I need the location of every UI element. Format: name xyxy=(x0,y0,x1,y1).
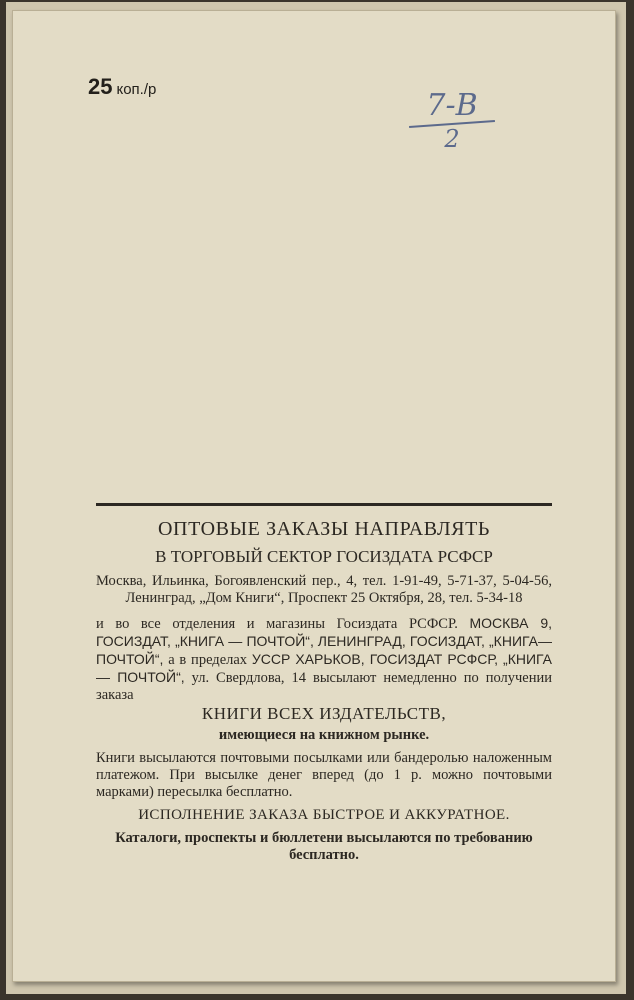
send-line: высылают немедленно по получении заказа xyxy=(96,670,553,703)
ad-distribution xyxy=(96,615,552,704)
ad-books-line: КНИГИ ВСЕХ ИЗДАТЕЛЬСТВ, xyxy=(201,703,447,723)
ad-catalog-line: Каталоги, проспекты и бюллетени высылаются по требованию бесплатно. xyxy=(115,830,533,864)
price-unit: коп./р xyxy=(116,81,157,98)
ad-heading: ОПТОВЫЕ ЗАКАЗЫ НАПРАВЛЯТЬ xyxy=(157,518,490,540)
handwritten-shelf-mark xyxy=(392,88,512,153)
horizontal-divider xyxy=(96,503,552,506)
handwritten-mark-bottom: 2 xyxy=(444,125,460,153)
price-stamp xyxy=(88,74,156,100)
distribution-leningrad: ЛЕНИНГРАД, ГОСИЗДАТ, „КНИГА—ПОЧТОЙ“, xyxy=(96,633,552,668)
distribution-moscow: МОСКВА 9, ГОСИЗДАТ, „КНИГА — ПОЧТОЙ“, xyxy=(96,615,553,650)
ad-address: Москва, Ильинка, Богоявленский пер., 4, тел. 1-91-49, 5-71-37, 5-04-56, Ленинград, „Дом Книги“, Проспект 25 Октября, 28, тел. 5-34-18 xyxy=(96,573,552,607)
ad-market-line: имеющиеся на книжном рынке. xyxy=(218,726,430,743)
distribution-street: ул. Свердлова, 14 xyxy=(191,670,306,687)
price-amount: 25 xyxy=(88,74,113,99)
distribution-ussr-pre: а в пределах xyxy=(168,652,248,669)
distribution-intro: и во все отделения и магазины Госиздата РСФСР. xyxy=(96,616,458,633)
book-back-cover xyxy=(12,10,616,982)
publisher-advertisement xyxy=(96,518,552,864)
ad-subheading: В ТОРГОВЫЙ СЕКТОР ГОСИЗДАТА РСФСР xyxy=(155,547,493,567)
distribution-ussr: УССР ХАРЬКОВ, ГОСИЗДАТ РСФСР, „КНИГА — ПОЧТОЙ“, xyxy=(96,651,553,686)
ad-shipping-note: Книги высылаются почтовыми посылками или бандеролью наложенным платежом. При высылке денег вперед (до 1 р. можно почтовыми марками) пересылка бесплатно. xyxy=(96,749,552,800)
ad-execution-line: ИСПОЛНЕНИЕ ЗАКАЗА БЫСТРОЕ И АККУРАТНОЕ. xyxy=(138,806,510,823)
handwritten-mark-top: 7-В xyxy=(426,88,478,123)
